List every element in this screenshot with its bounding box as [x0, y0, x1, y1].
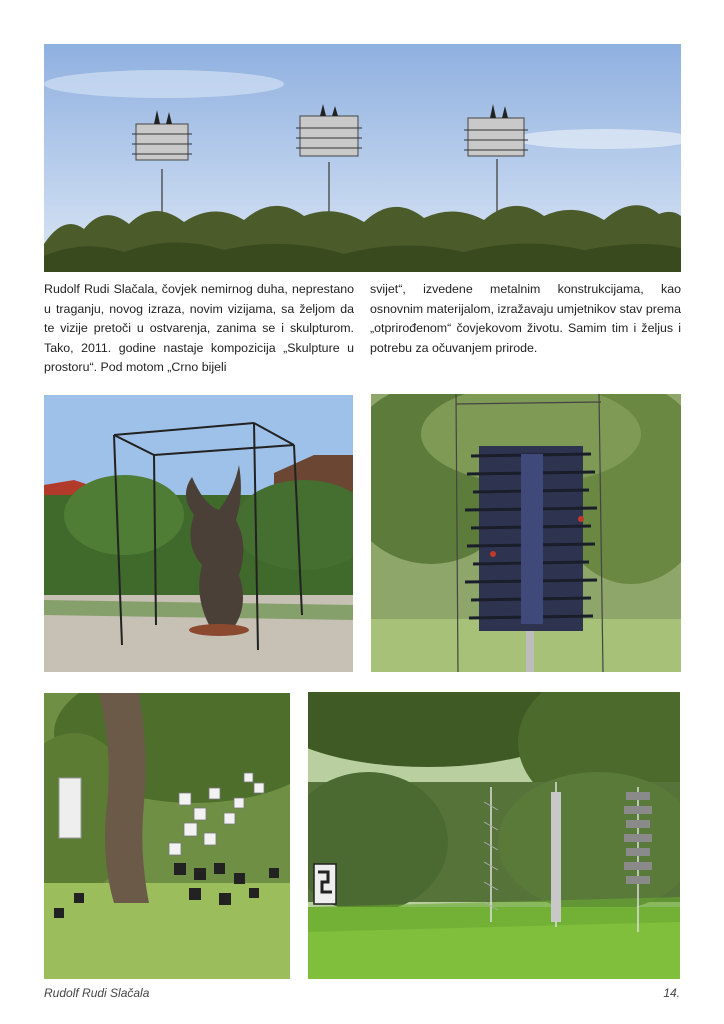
article-column-left: Rudolf Rudi Slačala, čovjek nemirnog duha, neprestano u traganju, novog izraza, novim vizijama, sa željom da te vizije pretoči u ostvarenja, zanima se i skulpturom. Tako, 2011. godine nastaje kompozicija „Skulpture u prostoru“. Pod motom „Crno bijeli — [44, 282, 354, 375]
sky-sculptures-photo — [44, 44, 681, 272]
caged-figure-sculpture-photo — [44, 395, 353, 672]
dark-column-sculpture-photo — [371, 394, 681, 672]
garden-columns-sculpture-photo — [308, 692, 680, 979]
cube-tree-sculpture-photo — [44, 693, 290, 979]
article-column-right: svijet“, izvedene metalnim konstrukcijama, kao osnovnim materijalom, izražavaju umjetnikov stav prema „otprirođenom“ čovjekovom životu. Samim tim i željus i potrebu za očuvanjem prirode. — [370, 282, 681, 355]
footer-author: Rudolf Rudi Slačala — [44, 986, 150, 1000]
page-number: 14. — [663, 986, 680, 1000]
